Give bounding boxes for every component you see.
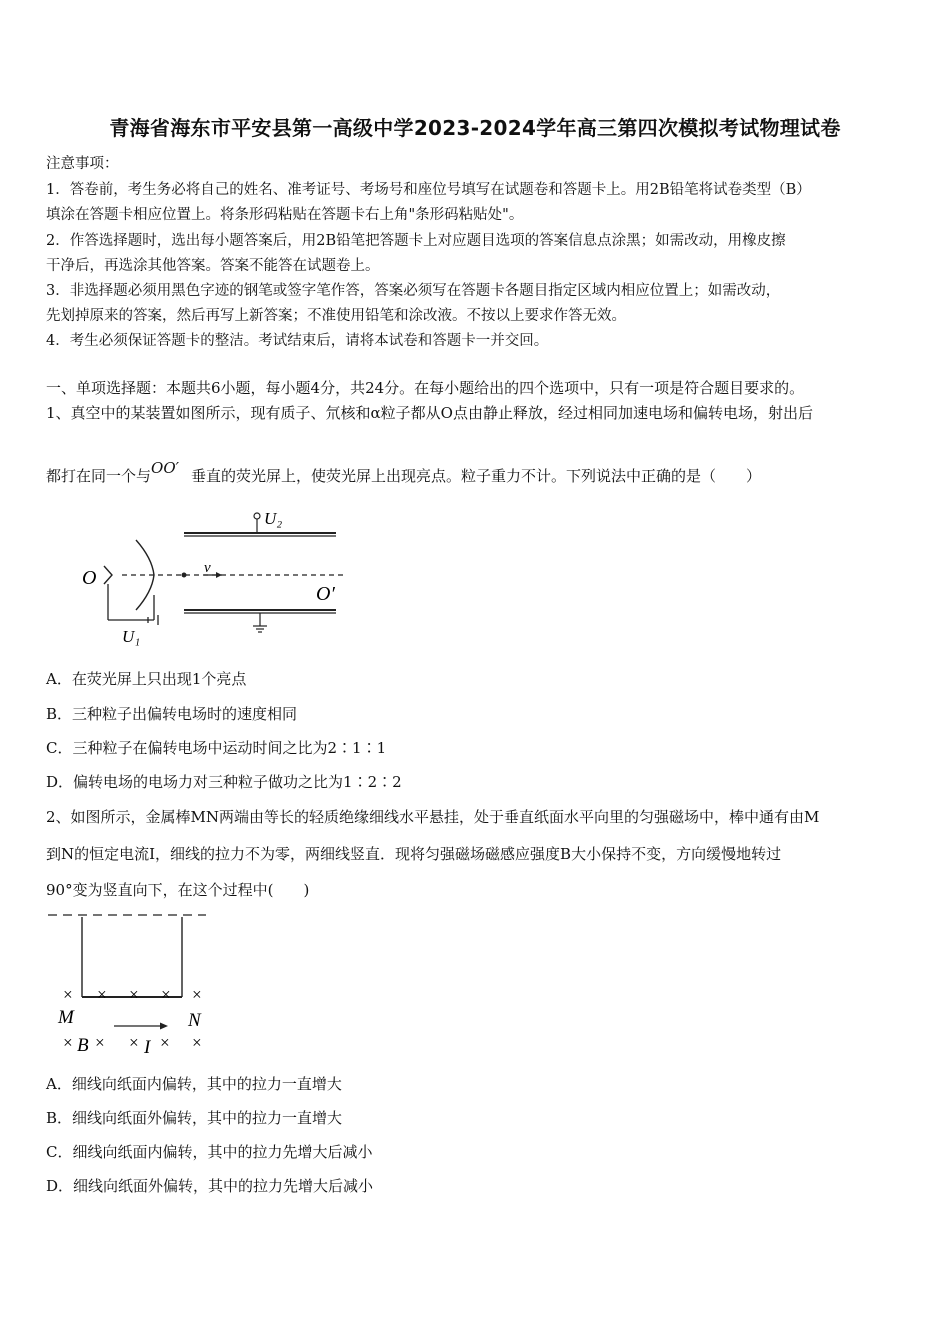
u1-label: U₁ — [122, 627, 141, 646]
point-o-prime-label: O′ — [316, 583, 335, 605]
option-d: D．偏转电场的电场力对三种粒子做功之比为1∶2∶2 — [46, 773, 402, 791]
figure-2-magnetic-field-diagram — [46, 905, 226, 1060]
option-d: D．细线向纸面外偏转，其中的拉力先增大后减小 — [46, 1177, 374, 1195]
option-c: C．细线向纸面内偏转，其中的拉力先增大后减小 — [46, 1143, 373, 1161]
notice-line: 干净后，再选涂其他答案。答案不能答在试题卷上。 — [46, 258, 380, 274]
field-cross: × — [62, 1033, 74, 1052]
field-cross: × — [94, 1033, 106, 1052]
field-cross: × — [159, 1033, 171, 1052]
notice-line: 4．考生必须保证答题卡的整洁。考试结束后，请将本试卷和答题卡一并交回。 — [46, 333, 549, 349]
field-cross: × — [96, 985, 108, 1004]
question-1-text-line2 — [46, 459, 762, 486]
question-2-text: 2、如图所示，金属棒MN两端由等长的轻质绝缘细线水平悬挂，处于垂直纸面水平向里的匀强磁场中，棒中通有由M — [46, 808, 820, 826]
question-2-text-line3: 90°变为竖直向下，在这个过程中( ) — [46, 881, 310, 899]
notice-line: 3．非选择题必须用黑色字迹的钢笔或签字笔作答，答案必须写在答题卡各题目指定区域内相应位置上；如需改动， — [46, 283, 781, 299]
notice-heading: 注意事项： — [46, 156, 119, 172]
notice-line: 1．答卷前，考生务必将自己的姓名、准考证号、考场号和座位号填写在试题卷和答题卡上。用2B铅笔将试卷类型（B） — [46, 182, 811, 198]
field-cross: × — [128, 985, 140, 1004]
option-a: A．细线向纸面内偏转，其中的拉力一直增大 — [46, 1075, 342, 1093]
velocity-label: v — [204, 560, 211, 576]
rod-end-m-label: M — [58, 1007, 74, 1028]
oo-prime-symbol: OO′ — [151, 459, 180, 477]
notice-line: 先划掉原来的答案，然后再写上新答案；不准使用铅笔和涂改液。不按以上要求作答无效。 — [46, 308, 626, 324]
notice-line: 2．作答选择题时，选出每小题答案后，用2B铅笔把答题卡上对应题目选项的答案信息点涂黑；如需改动，用橡皮擦 — [46, 233, 786, 249]
field-cross: × — [191, 1033, 203, 1052]
u2-label: U₂ — [264, 509, 283, 528]
page-title: 青海省海东市平安县第一高级中学2023-2024学年高三第四次模拟考试物理试卷 — [109, 116, 841, 140]
field-cross: × — [191, 985, 203, 1004]
point-o-label: O — [82, 567, 97, 589]
section-heading: 一、单项选择题：本题共6小题，每小题4分，共24分。在每小题给出的四个选项中，只有一项是符合题目要求的。 — [46, 379, 805, 397]
current-i-label: I — [144, 1037, 151, 1058]
option-b: B．三种粒子出偏转电场时的速度相同 — [46, 705, 298, 723]
notice-line: 填涂在答题卡相应位置上。将条形码粘贴在答题卡右上角"条形码粘贴处"。 — [46, 207, 524, 223]
field-b-label: B — [77, 1035, 89, 1056]
question-1-text: 1、真空中的某装置如图所示，现有质子、氘核和α粒子都从O点由静止释放，经过相同加速电场和偏转电场，射出后 — [46, 404, 813, 422]
question-2-text-line2: 到N的恒定电流I，细线的拉力不为零，两细线竖直．现将匀强磁场磁感应强度B大小保持不变，方向缓慢地转过 — [46, 845, 782, 863]
field-cross: × — [160, 985, 172, 1004]
question-1-text-a: 都打在同一个与 — [46, 467, 152, 485]
question-1-text-b: 垂直的荧光屏上，使荧光屏上出现亮点。粒子重力不计。下列说法中正确的是（ ） — [191, 467, 762, 485]
figure-1-accelerator-diagram — [74, 500, 364, 650]
field-cross: × — [62, 985, 74, 1004]
rod-end-n-label: N — [188, 1010, 201, 1031]
field-cross: × — [128, 1033, 140, 1052]
option-b: B．细线向纸面外偏转，其中的拉力一直增大 — [46, 1109, 343, 1127]
option-c: C．三种粒子在偏转电场中运动时间之比为2∶1∶1 — [46, 739, 387, 757]
option-a: A．在荧光屏上只出现1个亮点 — [46, 670, 247, 688]
